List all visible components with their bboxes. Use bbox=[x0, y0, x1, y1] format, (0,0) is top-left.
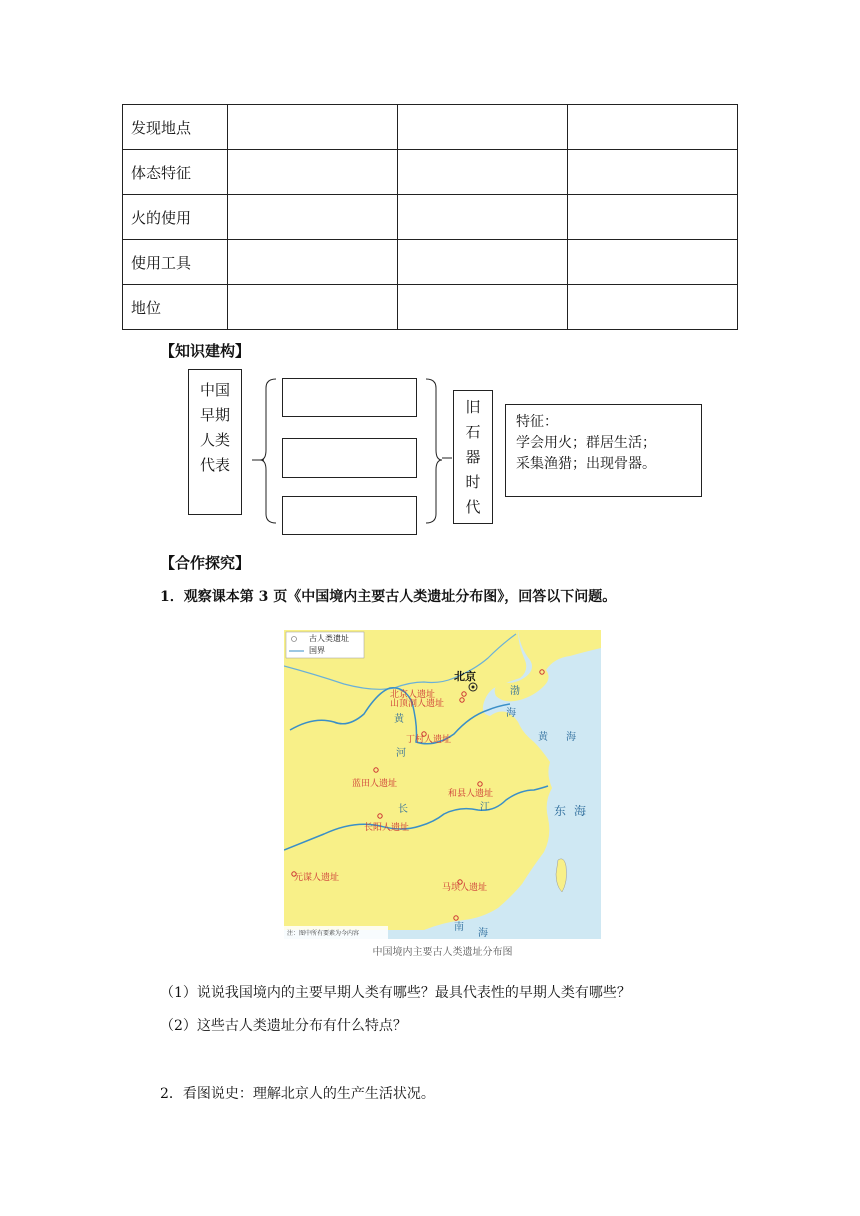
answer-cell[interactable] bbox=[398, 240, 568, 285]
era-label-line: 旧 bbox=[465, 398, 481, 416]
answer-cell[interactable] bbox=[568, 240, 738, 285]
answer-cell[interactable] bbox=[568, 105, 738, 150]
table-row bbox=[123, 195, 738, 240]
era-label-line: 代 bbox=[465, 498, 481, 516]
row-label: 体态特征 bbox=[123, 150, 228, 195]
river-label: 黄 bbox=[394, 714, 404, 725]
representative-blank-1[interactable] bbox=[282, 378, 417, 417]
row-label: 火的使用 bbox=[123, 195, 228, 240]
representative-blank-3[interactable] bbox=[282, 496, 417, 535]
early-humans-label-line: 中国 bbox=[199, 381, 230, 399]
site-label: 蓝田人遗址 bbox=[352, 779, 398, 789]
answer-cell[interactable] bbox=[398, 150, 568, 195]
sea-label: 南 bbox=[454, 922, 464, 933]
river-label: 江 bbox=[480, 802, 490, 813]
site-label: 北京人遗址 bbox=[390, 690, 436, 700]
row-label: 地位 bbox=[123, 285, 228, 330]
answer-cell[interactable] bbox=[398, 195, 568, 240]
answer-cell[interactable] bbox=[228, 150, 398, 195]
answer-cell[interactable] bbox=[228, 240, 398, 285]
sea-label: 海 bbox=[566, 732, 576, 743]
features-line: 采集渔猎；出现骨器。 bbox=[516, 456, 656, 472]
answer-cell[interactable] bbox=[568, 150, 738, 195]
legend-site-label: 古人类遗址 bbox=[309, 634, 349, 643]
era-label-line: 时 bbox=[465, 473, 481, 491]
site-label: 元谋人遗址 bbox=[294, 873, 340, 883]
question-1-sub-2: （2）这些古人类遗址分布有什么特点？ bbox=[160, 1018, 407, 1034]
features-box bbox=[505, 404, 702, 497]
map-note: 注：图中所有要素为今内容 bbox=[287, 930, 360, 937]
capital-label: 北京 bbox=[454, 670, 476, 683]
question-1-sub-1: （1）说说我国境内的主要早期人类有哪些？最具代表性的早期人类有哪些？ bbox=[160, 985, 631, 1001]
early-humans-label-line: 人类 bbox=[199, 431, 230, 449]
sea-label: 渤 bbox=[510, 686, 520, 697]
site-distribution-map bbox=[284, 630, 601, 939]
answer-cell[interactable] bbox=[228, 285, 398, 330]
question-2: 2．看图说史：理解北京人的生产生活状况。 bbox=[160, 1086, 435, 1102]
map-caption: 中国境内主要古人类遗址分布图 bbox=[372, 947, 513, 958]
answer-cell[interactable] bbox=[568, 195, 738, 240]
sea-label: 黄 bbox=[538, 732, 548, 743]
comparison-table bbox=[122, 104, 738, 330]
answer-cell[interactable] bbox=[228, 195, 398, 240]
answer-cell[interactable] bbox=[568, 285, 738, 330]
sea-label: 海 bbox=[478, 928, 488, 939]
site-label: 丁村人遗址 bbox=[406, 735, 452, 745]
answer-cell[interactable] bbox=[398, 105, 568, 150]
table-row bbox=[123, 285, 738, 330]
early-humans-label-line: 代表 bbox=[199, 456, 230, 474]
question-1: 1．观察课本第 3 页《中国境内主要古人类遗址分布图》，回答以下问题。 bbox=[160, 589, 617, 605]
legend-border-label: 国界 bbox=[309, 646, 325, 655]
map-land-mainland bbox=[284, 630, 552, 930]
table-row bbox=[123, 150, 738, 195]
row-label: 使用工具 bbox=[123, 240, 228, 285]
sea-label: 海 bbox=[506, 708, 516, 719]
era-label-line: 石 bbox=[465, 423, 481, 441]
site-label: 长阳人遗址 bbox=[364, 823, 410, 833]
cooperation-heading: 【合作探究】 bbox=[160, 554, 251, 572]
river-label: 河 bbox=[396, 748, 406, 759]
site-label: 马坝人遗址 bbox=[442, 883, 488, 893]
features-line: 学会用火；群居生活； bbox=[516, 435, 656, 451]
answer-cell[interactable] bbox=[398, 285, 568, 330]
sea-label: 海 bbox=[574, 804, 587, 818]
answer-cell[interactable] bbox=[228, 105, 398, 150]
site-label: 山顶洞人遗址 bbox=[390, 699, 445, 709]
sea-label: 东 bbox=[554, 804, 567, 818]
table-row bbox=[123, 105, 738, 150]
knowledge-heading: 【知识建构】 bbox=[160, 342, 251, 360]
row-label: 发现地点 bbox=[123, 105, 228, 150]
site-label: 和县人遗址 bbox=[448, 789, 494, 799]
era-label-line: 器 bbox=[465, 448, 481, 466]
capital-marker-dot bbox=[472, 686, 475, 689]
features-title: 特征： bbox=[516, 414, 558, 430]
paleolithic-box bbox=[453, 390, 493, 524]
early-humans-box bbox=[188, 369, 242, 515]
river-label: 长 bbox=[398, 804, 408, 815]
early-humans-label-line: 早期 bbox=[199, 406, 230, 424]
representative-blank-2[interactable] bbox=[282, 438, 417, 478]
table-row bbox=[123, 240, 738, 285]
